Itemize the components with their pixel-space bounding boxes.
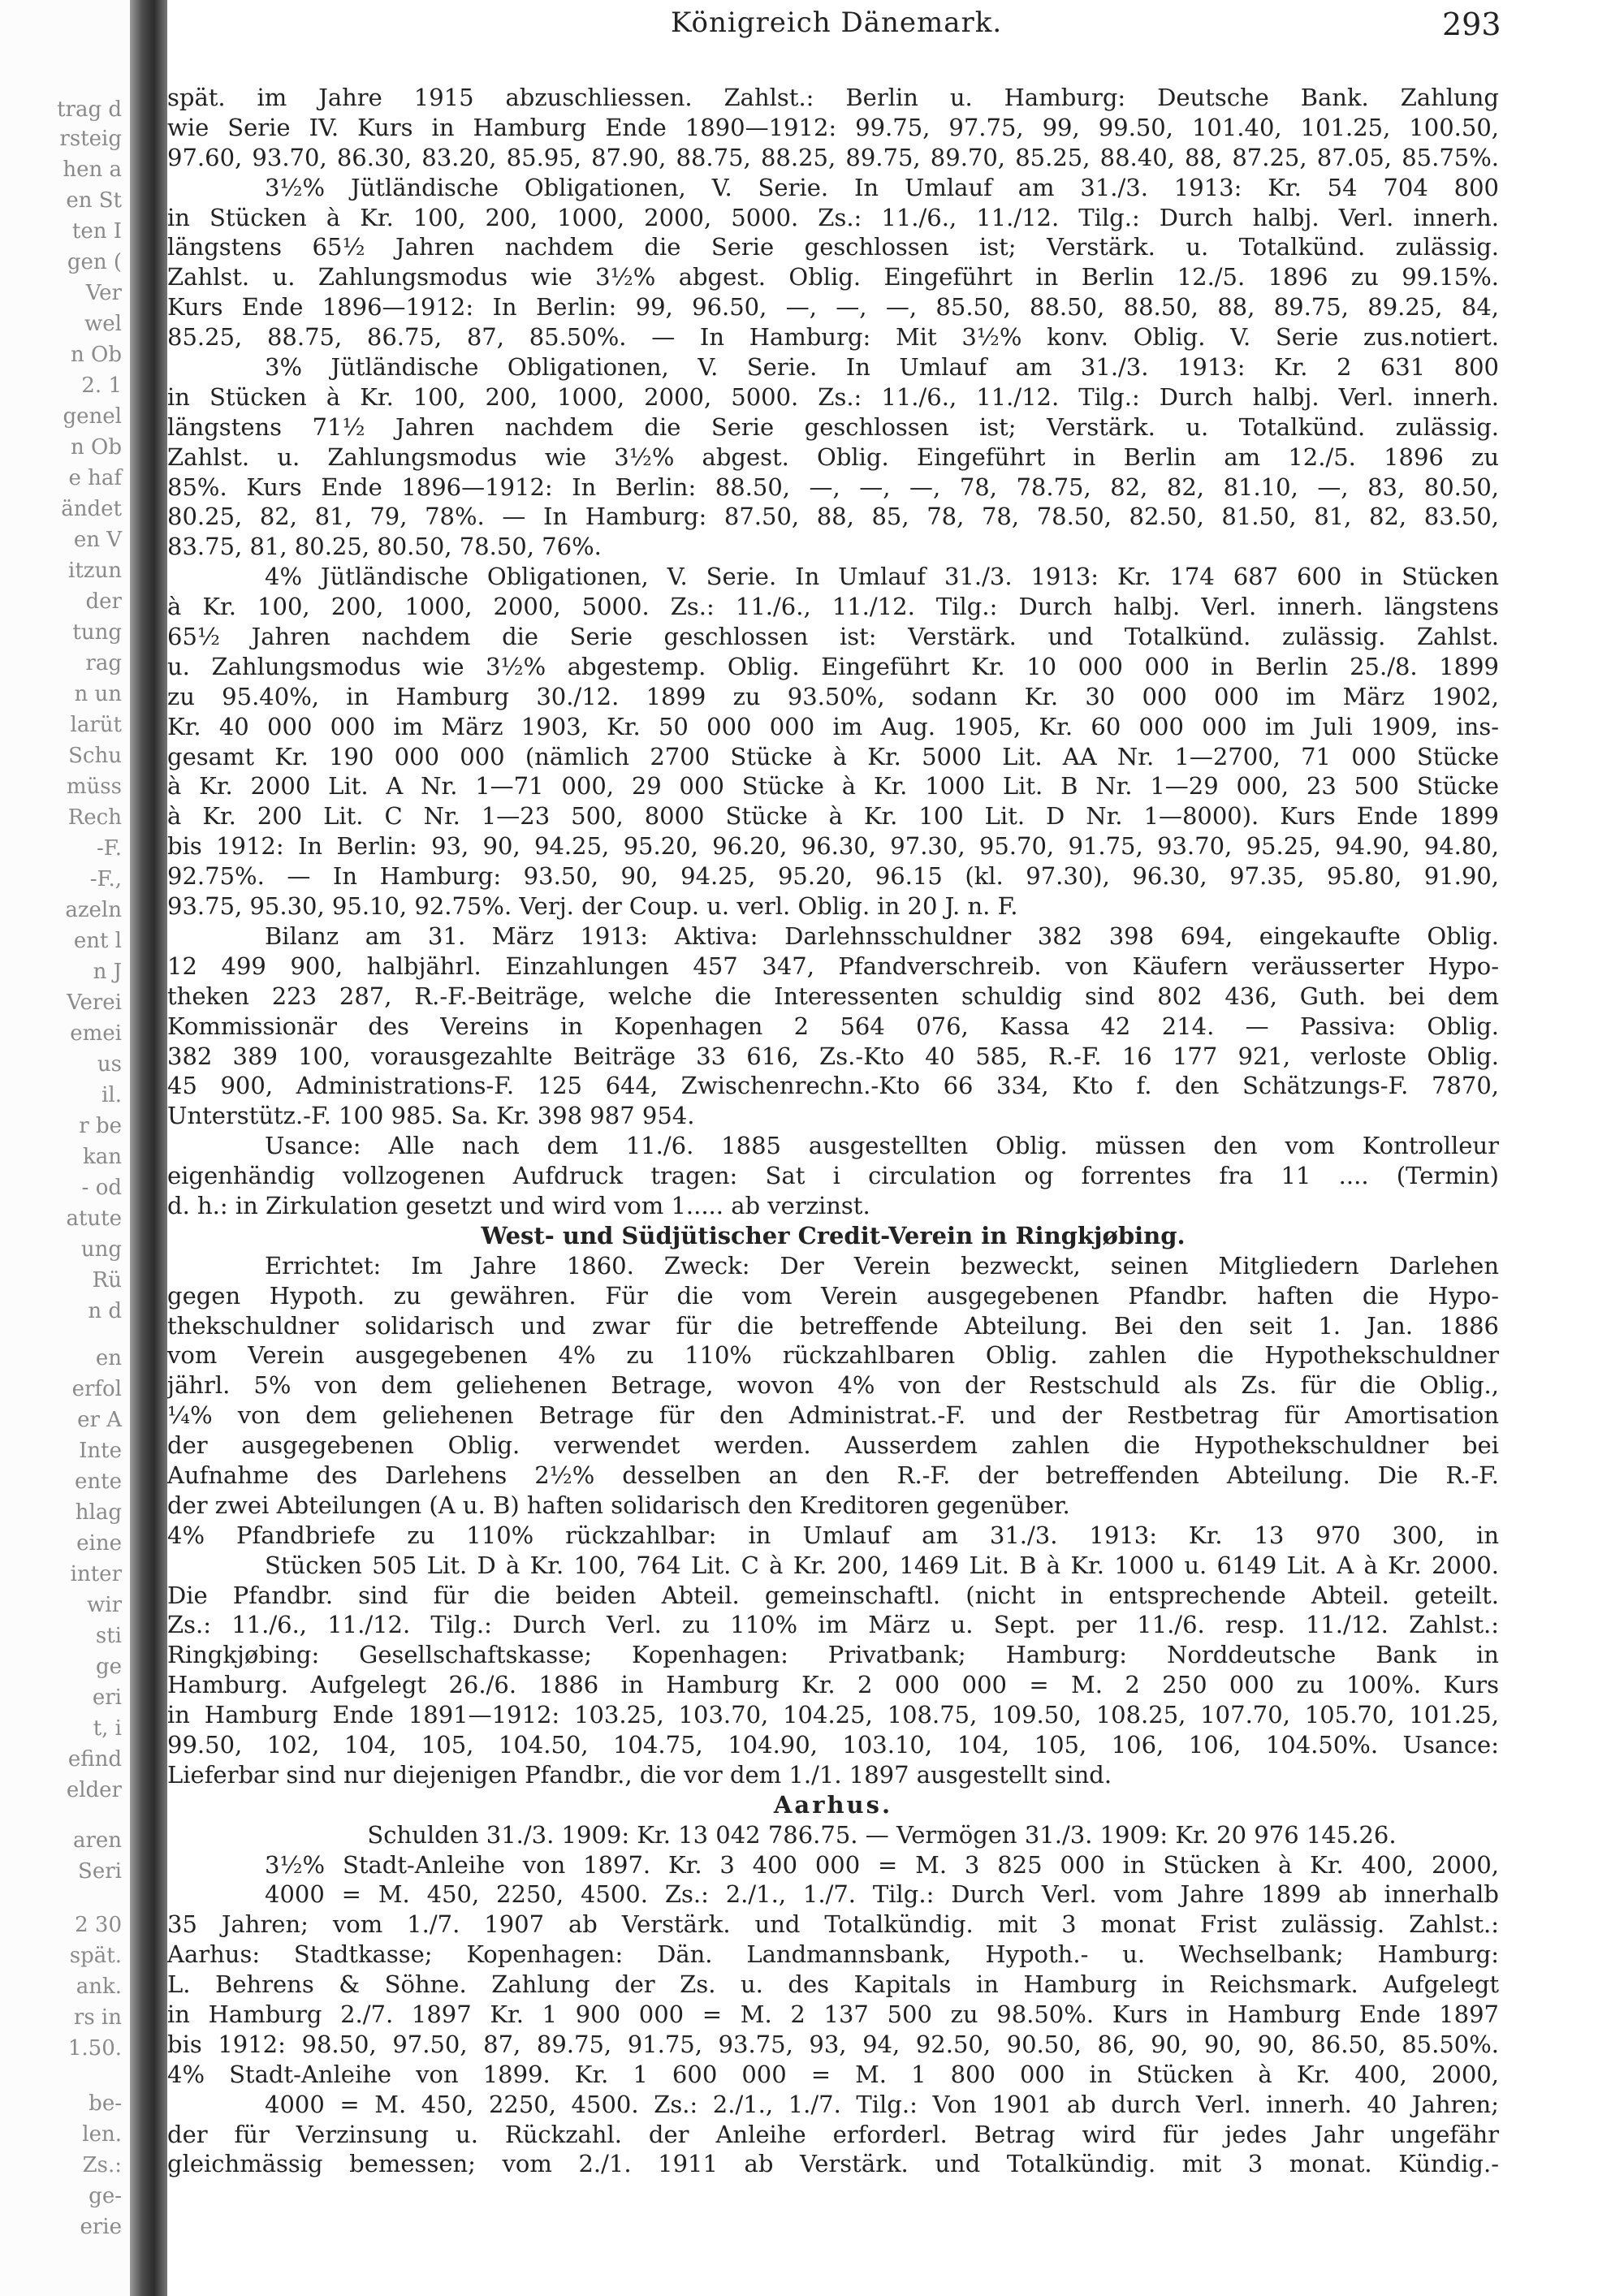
- facing-page-fragment: Rü: [92, 1268, 122, 1293]
- text-line: jährl. 5% von dem geliehenen Betrage, wovon 4% von der Restschuld als Zs. für die Oblig.,: [167, 1371, 1499, 1400]
- facing-page-fragment: erie: [80, 2215, 122, 2239]
- text-line: gegen Hypoth. zu gewähren. Für die vom Verein ausgegebenen Pfandbr. haften die Hypo-: [167, 1281, 1499, 1310]
- facing-page-fragment: en: [95, 1346, 122, 1370]
- running-title: Königreich Dänemark.: [671, 6, 1003, 39]
- facing-page-fragment: eri: [92, 1685, 122, 1710]
- facing-page-fragment: 2 30: [75, 1913, 122, 1937]
- text-line: Zahlst. u. Zahlungsmodus wie 3½% abgest. Oblig. Eingeführt in Berlin am 12./5. 1896 zu: [167, 442, 1499, 471]
- facing-page-fragment: tung: [72, 620, 122, 645]
- text-line: 382 389 100, vorausgezahlte Beiträge 33 616, Zs.-Kto 40 585, R.-F. 16 177 921, verloste Oblig.: [167, 1042, 1499, 1070]
- text-line: eigenhändig vollzogenen Aufdruck tragen: Sat i circulation og forrentes fra 11 .... (Termin): [167, 1162, 1499, 1190]
- facing-page-fragment: n d: [88, 1299, 122, 1323]
- text-line: u. Zahlungsmodus wie 3½% abgestemp. Oblig. Eingeführt Kr. 10 000 000 in Berlin 25./8. 1899: [167, 652, 1499, 680]
- text-line: Kurs Ende 1896—1912: In Berlin: 99, 96.50, —, —, —, 85.50, 88.50, 88.50, 88, 89.75, 89.25, 84,: [167, 293, 1499, 322]
- text-line: Errichtet: Im Jahre 1860. Zweck: Der Verein bezweckt, seinen Mitgliedern Darlehen: [265, 1251, 1499, 1280]
- facing-page-fragment: len.: [82, 2122, 122, 2147]
- facing-page-fragment: kan: [82, 1145, 122, 1169]
- text-line: ¼% von dem geliehenen Betrage für den Administrat.-F. und der Restbetrag für Amortisation: [167, 1401, 1499, 1430]
- facing-page-fragment: Seri: [78, 1859, 122, 1884]
- text-line: Stücken 505 Lit. D à Kr. 100, 764 Lit. C à Kr. 200, 1469 Lit. B à Kr. 1000 u. 6149 Lit. A à Kr. 2000.: [265, 1551, 1499, 1579]
- facing-page-fragment: genel: [63, 404, 122, 429]
- facing-page-fragment: 2. 1: [81, 373, 122, 398]
- text-line: à Kr. 100, 200, 1000, 2000, 5000. Zs.: 11./6., 11./12. Tilg.: Durch halbj. Verl. innerh. längstens: [167, 593, 1499, 621]
- facing-page-fragment: e haf: [68, 466, 122, 490]
- facing-page-fragment: us: [97, 1052, 122, 1077]
- facing-page-fragment: aren: [72, 1828, 122, 1853]
- facing-page-fragment: hlag: [75, 1500, 122, 1525]
- facing-page-fragment: rsteig: [59, 127, 122, 151]
- text-line: spät. im Jahre 1915 abzuschliessen. Zahlst.: Berlin u. Hamburg: Deutsche Bank. Zahlung: [167, 84, 1499, 111]
- text-line: 4% Jütländische Obligationen, V. Serie. In Umlauf 31./3. 1913: Kr. 174 687 600 in Stücken: [265, 563, 1499, 591]
- text-line: L. Behrens & Söhne. Zahlung der Zs. u. des Kapitals in Hamburg in Reichsmark. Aufgelegt: [167, 1970, 1499, 1999]
- text-line: 3% Jütländische Obligationen, V. Serie. In Umlauf am 31./3. 1913: Kr. 2 631 800: [265, 353, 1499, 382]
- facing-page-fragment: ung: [80, 1237, 122, 1262]
- book-gutter: [130, 0, 167, 2296]
- facing-page-fragment: - od: [81, 1176, 122, 1200]
- facing-page-fragment: wir: [87, 1593, 122, 1617]
- text-line: à Kr. 200 Lit. C Nr. 1—23 500, 8000 Stücke à Kr. 100 Lit. D Nr. 1—8000). Kurs Ende 1899: [167, 802, 1499, 831]
- text-line: 93.75, 95.30, 95.10, 92.75%. Verj. der Coup. u. verl. Oblig. in 20 J. n. F.: [167, 892, 1018, 921]
- facing-page-fragment: ent l: [73, 929, 122, 953]
- text-line: Unterstütz.-F. 100 985. Sa. Kr. 398 987 954.: [167, 1102, 695, 1130]
- text-line: Lieferbar sind nur diejenigen Pfandbr., die vor dem 1./1. 1897 ausgestellt sind.: [167, 1760, 1112, 1789]
- facing-page-fragment: -F.,: [89, 867, 122, 891]
- facing-page-fragment: erfol: [71, 1377, 122, 1401]
- facing-page-fragment: rag: [85, 651, 122, 675]
- text-line: bis 1912: 98.50, 97.50, 87, 89.75, 91.75, 93.75, 93, 94, 92.50, 90.50, 86, 90, 90, 90, 86.50, 85.50%.: [167, 2030, 1499, 2058]
- facing-page-fragment: sti: [95, 1624, 122, 1648]
- section-heading: Aarhus.: [773, 1790, 893, 1819]
- text-line: gleichmässig bemessen; vom 2./1. 1911 ab Verstärk. und Totalkündig. mit 3 monat. Kündig.-: [167, 2150, 1499, 2178]
- body-text: [167, 83, 1499, 2179]
- facing-page-fragment: ge-: [89, 2184, 122, 2208]
- text-line: Kr. 40 000 000 im März 1903, Kr. 50 000 000 im Aug. 1905, Kr. 60 000 000 im Juli 1909, ins-: [167, 712, 1499, 740]
- text-line: 80.25, 82, 81, 79, 78%. — In Hamburg: 87.50, 88, 85, 78, 78, 78.50, 82.50, 81.50, 81, 82, 83.50,: [167, 503, 1499, 531]
- facing-page-fragment: elder: [66, 1778, 122, 1802]
- facing-page-fragment: ändet: [61, 497, 122, 521]
- text-line: Die Pfandbr. sind für die beiden Abteil. gemeinschaftl. (nicht in entsprechende Abteil. geteilt.: [167, 1581, 1499, 1609]
- facing-page-fragment: eine: [76, 1531, 122, 1556]
- facing-page-fragment: wel: [84, 312, 122, 336]
- text-line: Schulden 31./3. 1909: Kr. 13 042 786.75. — Vermögen 31./3. 1909: Kr. 20 976 145.26.: [367, 1820, 1397, 1849]
- text-line: 4% Pfandbriefe zu 110% rückzahlbar: in Umlauf am 31./3. 1913: Kr. 13 970 300, in: [167, 1521, 1499, 1549]
- text-line: 65½ Jahren nachdem die Serie geschlossen ist: Verstärk. und Totalkünd. zulässig. Zahlst.: [167, 623, 1499, 651]
- text-line: vom Verein ausgegebenen 4% zu 110% rückzahlbaren Oblig. zahlen die Hypothekschuldner: [167, 1341, 1499, 1370]
- facing-page-fragment: Ver: [85, 281, 122, 305]
- facing-page-fragment: hen a: [63, 158, 122, 182]
- text-line: zu 95.40%, in Hamburg 30./12. 1899 zu 93.50%, sodann Kr. 30 000 000 im März 1902,: [167, 682, 1499, 710]
- facing-page-fragment: en V: [73, 528, 122, 552]
- facing-page-fragment: der: [85, 589, 122, 614]
- text-line: 85.25, 88.75, 86.75, 87, 85.50%. — In Hamburg: Mit 3½% konv. Oblig. V. Serie zus.notiert.: [167, 323, 1499, 352]
- facing-page-edge: [0, 0, 130, 2296]
- facing-page-fragment: il.: [102, 1083, 122, 1107]
- text-line: Zs.: 11./6., 11./12. Tilg.: Durch Verl. zu 110% im März u. Sept. per 11./6. resp. 11./12. Zahlst.:: [167, 1611, 1499, 1639]
- text-line: Usance: Alle nach dem 11./6. 1885 ausgestellten Oblig. müssen den vom Kontrolleur: [265, 1132, 1499, 1160]
- text-line: Zahlst. u. Zahlungsmodus wie 3½% abgest. Oblig. Eingeführt in Berlin 12./5. 1896 zu 99.15%.: [167, 263, 1499, 291]
- text-line: 4000 = M. 450, 2250, 4500. Zs.: 2./1., 1./7. Tilg.: Von 1901 ab durch Verl. innerh. 40 Jahren;: [265, 2090, 1499, 2118]
- text-line: 85%. Kurs Ende 1896—1912: In Berlin: 88.50, —, —, —, 78, 78.75, 82, 82, 81.10, —, 83, 80.50,: [167, 473, 1499, 501]
- text-line: längstens 71½ Jahren nachdem die Serie geschlossen ist; Verstärk. u. Totalkünd. zulässig.: [167, 412, 1499, 441]
- text-line: in Stücken à Kr. 100, 200, 1000, 2000, 5000. Zs.: 11./6., 11./12. Tilg.: Durch halbj. Verl. innerh.: [167, 203, 1499, 231]
- text-line: theken 223 287, R.-F.-Beiträge, welche die Interessenten schuldig sind 802 436, Guth. bei dem: [167, 982, 1499, 1010]
- facing-page-fragment: er A: [77, 1408, 122, 1432]
- facing-page-fragment: larüt: [70, 713, 122, 737]
- text-line: 83.75, 81, 80.25, 80.50, 78.50, 76%.: [167, 533, 602, 561]
- text-line: 99.50, 102, 104, 105, 104.50, 104.75, 104.90, 103.10, 104, 105, 106, 106, 104.50%. Usance:: [167, 1730, 1499, 1759]
- facing-page-fragment: -F.: [96, 836, 122, 861]
- facing-page-fragment: Schu: [68, 744, 122, 768]
- text-line: in Hamburg 2./7. 1897 Kr. 1 900 000 = M. 2 137 500 zu 98.50%. Kurs in Hamburg Ende 1897: [167, 2000, 1499, 2028]
- facing-page-fragment: n un: [74, 682, 122, 706]
- facing-page-fragment: azeln: [65, 898, 122, 922]
- facing-page-fragment: 1.50.: [67, 2036, 122, 2061]
- facing-page-fragment: efind: [67, 1747, 122, 1772]
- facing-page-fragment: ge: [95, 1655, 122, 1679]
- page: [167, 0, 1624, 2296]
- facing-page-fragment: Inte: [79, 1439, 122, 1463]
- text-line: der für Verzinsung u. Rückzahl. der Anleihe erforderl. Betrag wird für jedes Jahr ungefähr: [167, 2120, 1499, 2148]
- facing-page-fragment: gen (: [67, 250, 122, 274]
- facing-page-fragment: t, i: [93, 1716, 122, 1741]
- text-line: à Kr. 2000 Lit. A Nr. 1—71 000, 29 000 Stücke à Kr. 1000 Lit. B Nr. 1—29 000, 23 500 Stücke: [167, 772, 1499, 801]
- text-line: d. h.: in Zirkulation gesetzt und wird vom 1..... ab verzinst.: [167, 1191, 870, 1219]
- text-line: bis 1912: In Berlin: 93, 90, 94.25, 95.20, 96.20, 96.30, 97.30, 95.70, 91.75, 93.70, 95.25, 94.90, 94.80,: [167, 832, 1499, 861]
- text-line: Ringkjøbing: Gesellschaftskasse; Kopenhagen: Privatbank; Hamburg: Norddeutsche Bank in: [167, 1641, 1499, 1669]
- facing-page-fragment: itzun: [68, 559, 122, 583]
- text-line: Aufnahme des Darlehens 2½% desselben an den R.-F. der betreffenden Abteilung. Die R.-F.: [167, 1461, 1499, 1489]
- text-line: thekschuldner solidarisch und zwar für die betreffende Abteilung. Bei den seit 1. Jan. 1886: [167, 1311, 1499, 1340]
- text-line: der ausgegebenen Oblig. verwendet werden. Ausserdem zahlen die Hypothekschuldner bei: [167, 1431, 1499, 1460]
- facing-page-fragment: en St: [66, 188, 122, 213]
- facing-page-fragment: inter: [70, 1562, 122, 1586]
- facing-page-fragment: n J: [93, 960, 122, 984]
- text-line: der zwei Abteilungen (A u. B) haften solidarisch den Kreditoren gegenüber.: [167, 1491, 1070, 1519]
- text-line: Aarhus: Stadtkasse; Kopenhagen: Dän. Landmannsbank, Hypoth.- u. Wechselbank; Hamburg:: [167, 1940, 1499, 1969]
- facing-page-fragment: r be: [79, 1114, 122, 1138]
- facing-page-fragment: Rech: [67, 805, 122, 830]
- facing-page-fragment: n Ob: [71, 343, 122, 367]
- section-heading: West- und Südjütischer Credit-Verein in Ringkjøbing.: [481, 1221, 1186, 1249]
- text-line: längstens 65½ Jahren nachdem die Serie geschlossen ist; Verstärk. u. Totalkünd. zulässig.: [167, 233, 1499, 261]
- running-header: [167, 6, 1624, 47]
- text-line: 45 900, Administrations-F. 125 644, Zwischenrechn.-Kto 66 334, Kto f. den Schätzungs-F. 7870,: [167, 1072, 1499, 1100]
- text-line: Kommissionär des Vereins in Kopenhagen 2 564 076, Kassa 42 214. — Passiva: Oblig.: [167, 1012, 1499, 1040]
- facing-page-fragment: müss: [66, 775, 122, 799]
- facing-page-fragment: be-: [89, 2091, 122, 2116]
- text-line: 92.75%. — In Hamburg: 93.50, 90, 94.25, 95.20, 96.15 (kl. 97.30), 96.30, 97.35, 95.80, 91.90,: [167, 862, 1499, 891]
- facing-page-fragment: emei: [70, 1021, 122, 1046]
- facing-page-fragment: ank.: [76, 1974, 122, 1999]
- text-line: 4% Stadt-Anleihe von 1899. Kr. 1 600 000 = M. 1 800 000 in Stücken à Kr. 400, 2000,: [167, 2060, 1499, 2088]
- facing-page-fragment: trag d: [57, 97, 122, 122]
- text-line: 4000 = M. 450, 2250, 4500. Zs.: 2./1., 1./7. Tilg.: Durch Verl. vom Jahre 1899 ab innerhalb: [265, 1880, 1499, 1909]
- facing-page-fragment: rs in: [73, 2005, 122, 2030]
- text-line: Bilanz am 31. März 1913: Aktiva: Darlehnsschuldner 382 398 694, eingekaufte Oblig.: [265, 921, 1499, 950]
- page-number: 293: [1442, 6, 1501, 42]
- facing-page-fragment: Zs.:: [82, 2153, 122, 2177]
- text-line: 35 Jahren; vom 1./7. 1907 ab Verstärk. und Totalkündig. mit 3 monat Frist zulässig. Zahlst.:: [167, 1910, 1499, 1939]
- text-line: 3½% Jütländische Obligationen, V. Serie. In Umlauf am 31./3. 1913: Kr. 54 704 800: [265, 173, 1499, 201]
- text-line: in Stücken à Kr. 100, 200, 1000, 2000, 5000. Zs.: 11./6., 11./12. Tilg.: Durch halbj. Verl. innerh.: [167, 382, 1499, 411]
- text-line: gesamt Kr. 190 000 000 (nämlich 2700 Stücke à Kr. 5000 Lit. AA Nr. 1—2700, 71 000 Stücke: [167, 742, 1499, 770]
- text-line: in Hamburg Ende 1891—1912: 103.25, 103.70, 104.25, 108.75, 109.50, 108.25, 107.70, 105.70, 101.25,: [167, 1701, 1499, 1729]
- facing-page-fragment: atute: [66, 1206, 122, 1231]
- facing-page-fragment: n Ob: [71, 435, 122, 460]
- text-line: wie Serie IV. Kurs in Hamburg Ende 1890—1912: 99.75, 97.75, 99, 99.50, 101.40, 101.25, 100.50,: [167, 113, 1499, 141]
- text-line: 97.60, 93.70, 86.30, 83.20, 85.95, 87.90, 88.75, 88.25, 89.75, 89.70, 85.25, 88.40, 88, 87.25, 87.05, 85.75%.: [167, 143, 1499, 171]
- facing-page-fragment: Verei: [67, 990, 122, 1015]
- text-line: 12 499 900, halbjährl. Einzahlungen 457 347, Pfandverschreib. von Käufern veräusserter Hypo-: [167, 952, 1499, 980]
- facing-page-fragment: ten I: [71, 219, 122, 244]
- text-line: 3½% Stadt-Anleihe von 1897. Kr. 3 400 000 = M. 3 825 000 in Stücken à Kr. 400, 2000,: [265, 1850, 1499, 1879]
- text-line: Hamburg. Aufgelegt 26./6. 1886 in Hamburg Kr. 2 000 000 = M. 2 250 000 zu 100%. Kurs: [167, 1671, 1499, 1699]
- facing-page-fragment: spät.: [69, 1944, 122, 1968]
- facing-page-fragment: ente: [75, 1470, 122, 1494]
